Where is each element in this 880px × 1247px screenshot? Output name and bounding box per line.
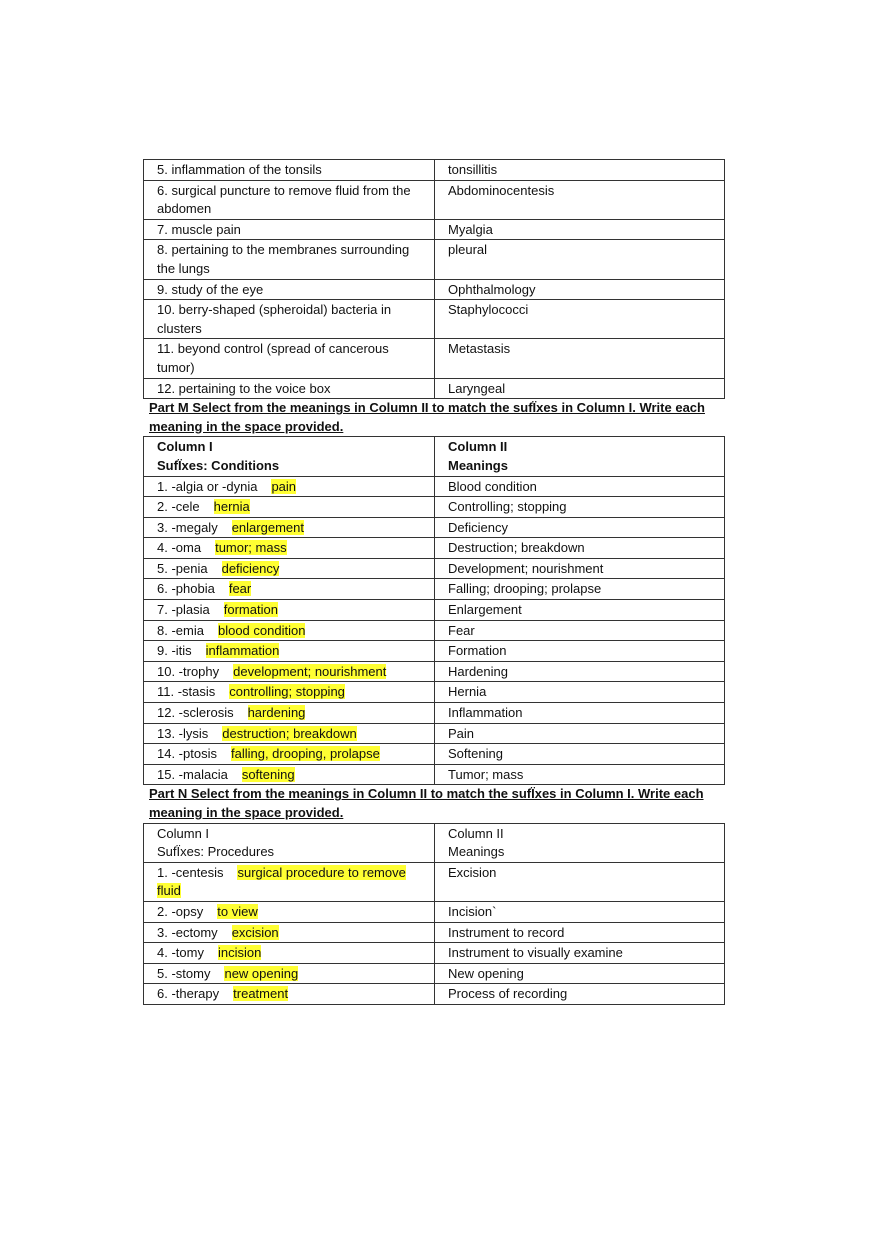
suffix-label: 3. -megaly: [157, 519, 218, 535]
suffix-label: 2. -opsy: [157, 903, 204, 919]
suffix-cell: [144, 600, 435, 621]
meaning-cell: Destruction; breakdown: [435, 538, 725, 559]
answer-highlight: tumor; mass: [215, 540, 287, 556]
meaning-cell: Fear: [435, 620, 725, 641]
term-cell: 8. pertaining to the membranes surrounding the lungs: [144, 240, 435, 279]
meaning-cell: Development; nourishment: [435, 558, 725, 579]
suffix-cell: [144, 862, 435, 901]
part-n-table: [143, 823, 725, 1005]
answer-highlight: falling, drooping, prolapse: [230, 746, 380, 762]
meaning-cell: Instrument to visually examine: [435, 943, 725, 964]
term-cell: 11. beyond control (spread of cancerous tumor): [144, 339, 435, 378]
table-row: [144, 339, 725, 378]
table-row: [144, 160, 725, 181]
answer-highlight: enlargement: [231, 519, 304, 535]
suffix-cell: [144, 517, 435, 538]
suffix-label: 5. -penia: [157, 560, 208, 576]
table-row: [144, 600, 725, 621]
answer-highlight: hardening: [247, 705, 306, 721]
suffix-cell: [144, 497, 435, 518]
answer-cell: Ophthalmology: [435, 279, 725, 300]
part-n-col1-header: [144, 823, 435, 862]
suffix-label: 7. -plasia: [157, 602, 210, 618]
table-row: [144, 219, 725, 240]
suffix-cell: [144, 922, 435, 943]
meaning-cell: Instrument to record: [435, 922, 725, 943]
answer-highlight: new opening: [224, 965, 299, 981]
suffix-cell: [144, 943, 435, 964]
answer-cell: Staphylococci: [435, 300, 725, 339]
table-row: [144, 538, 725, 559]
meaning-cell: Incision`: [435, 901, 725, 922]
suffix-label: 5. -stomy: [157, 965, 211, 981]
meaning-cell: Falling; drooping; prolapse: [435, 579, 725, 600]
part-n-col2-title: Column II: [448, 825, 504, 841]
answer-highlight: development; nourishment: [233, 663, 387, 679]
suffix-cell: [144, 476, 435, 497]
part-m-col1-header: [144, 437, 435, 476]
part-n-col1-subtitle: SufÏxes: Procedures: [157, 844, 275, 860]
meaning-cell: Enlargement: [435, 600, 725, 621]
answer-highlight: inflammation: [205, 643, 280, 659]
part-m-col2-header: [435, 437, 725, 476]
table-row: [144, 682, 725, 703]
answer-highlight: excision: [231, 924, 279, 940]
document-page: [143, 159, 725, 1005]
suffix-label: 3. -ectomy: [157, 924, 218, 940]
part-n-col1-title: Column I: [157, 825, 210, 841]
suffix-cell: [144, 963, 435, 984]
suffix-label: 9. -itis: [157, 643, 192, 659]
answer-cell: tonsillitis: [435, 160, 725, 181]
table-row: [144, 862, 725, 901]
meaning-cell: Controlling; stopping: [435, 497, 725, 518]
table-row: [144, 300, 725, 339]
table-row: [144, 901, 725, 922]
answer-highlight: surgical procedure to remove fluid: [157, 864, 406, 899]
table-row: [144, 963, 725, 984]
suffix-label: 4. -oma: [157, 540, 202, 556]
answer-highlight: fear: [228, 581, 252, 597]
table-row: [144, 620, 725, 641]
meaning-cell: New opening: [435, 963, 725, 984]
table-row: [144, 497, 725, 518]
suffix-label: 10. -trophy: [157, 663, 220, 679]
table-row: [144, 764, 725, 785]
term-cell: 9. study of the eye: [144, 279, 435, 300]
suffix-cell: [144, 538, 435, 559]
table-row: [144, 378, 725, 399]
part-l-table: [143, 159, 725, 399]
part-n-col2-subtitle: Meanings: [448, 844, 505, 860]
table-row: [144, 180, 725, 219]
table-row: [144, 723, 725, 744]
answer-highlight: blood condition: [217, 622, 306, 638]
meaning-cell: Deficiency: [435, 517, 725, 538]
answer-highlight: softening: [241, 766, 295, 782]
suffix-label: 12. -sclerosis: [157, 705, 234, 721]
suffix-label: 8. -emia: [157, 622, 204, 638]
suffix-cell: [144, 901, 435, 922]
table-row: [144, 517, 725, 538]
table-row: [144, 943, 725, 964]
term-cell: 7. muscle pain: [144, 219, 435, 240]
term-cell: 10. berry-shaped (spheroidal) bacteria in clusters: [144, 300, 435, 339]
answer-cell: Abdominocentesis: [435, 180, 725, 219]
table-row: [144, 984, 725, 1005]
suffix-cell: [144, 661, 435, 682]
answer-cell: Laryngeal: [435, 378, 725, 399]
suffix-cell: [144, 682, 435, 703]
suffix-label: 1. -algia or -dynia: [157, 478, 258, 494]
part-n-col2-header: [435, 823, 725, 862]
suffix-cell: [144, 744, 435, 765]
suffix-label: 11. -stasis: [157, 684, 216, 700]
suffix-cell: [144, 620, 435, 641]
part-m-header-row: [144, 437, 725, 476]
term-cell: 12. pertaining to the voice box: [144, 378, 435, 399]
suffix-label: 6. -phobia: [157, 581, 215, 597]
table-row: [144, 922, 725, 943]
part-m-col2-subtitle: Meanings: [448, 457, 508, 473]
meaning-cell: Formation: [435, 641, 725, 662]
meaning-cell: Excision: [435, 862, 725, 901]
meaning-cell: Hernia: [435, 682, 725, 703]
part-m-col2-title: Column II: [448, 439, 508, 455]
suffix-label: 1. -centesis: [157, 864, 224, 880]
answer-highlight: pain: [271, 478, 297, 494]
answer-highlight: to view: [217, 903, 258, 919]
suffix-label: 6. -therapy: [157, 986, 220, 1002]
answer-cell: Metastasis: [435, 339, 725, 378]
suffix-label: 14. -ptosis: [157, 746, 217, 762]
table-row: [144, 703, 725, 724]
suffix-cell: [144, 558, 435, 579]
meaning-cell: Pain: [435, 723, 725, 744]
table-row: [144, 661, 725, 682]
meaning-cell: Process of recording: [435, 984, 725, 1005]
suffix-cell: [144, 984, 435, 1005]
answer-highlight: treatment: [233, 986, 289, 1002]
answer-highlight: formation: [223, 602, 278, 618]
answer-cell: Myalgia: [435, 219, 725, 240]
part-n-header-row: [144, 823, 725, 862]
term-cell: 5. inflammation of the tonsils: [144, 160, 435, 181]
part-m-col1-title: Column I: [157, 439, 213, 455]
suffix-cell: [144, 703, 435, 724]
meaning-cell: Blood condition: [435, 476, 725, 497]
table-row: [144, 476, 725, 497]
part-n-title: Part N Select from the meanings in Column II to match the sufÏxes in Column I. Write each meaning in the space provided.: [149, 786, 704, 820]
part-m-col1-subtitle: SufÏxes: Conditions: [157, 457, 280, 473]
table-row: [144, 579, 725, 600]
term-cell: 6. surgical puncture to remove fluid from the abdomen: [144, 180, 435, 219]
suffix-cell: [144, 723, 435, 744]
suffix-label: 4. -tomy: [157, 945, 204, 961]
table-row: [144, 744, 725, 765]
table-row: [144, 279, 725, 300]
suffix-cell: [144, 641, 435, 662]
meaning-cell: Inflammation: [435, 703, 725, 724]
suffix-label: 2. -cele: [157, 499, 200, 515]
answer-highlight: destruction; breakdown: [222, 725, 357, 741]
suffix-cell: [144, 579, 435, 600]
answer-highlight: hernia: [213, 499, 250, 515]
part-m-table: [143, 436, 725, 785]
table-row: [144, 641, 725, 662]
suffix-label: 13. -lysis: [157, 725, 209, 741]
suffix-cell: [144, 764, 435, 785]
table-row: [144, 240, 725, 279]
answer-highlight: deficiency: [221, 560, 280, 576]
answer-highlight: incision: [217, 945, 262, 961]
meaning-cell: Tumor; mass: [435, 764, 725, 785]
suffix-label: 15. -malacia: [157, 766, 228, 782]
meaning-cell: Hardening: [435, 661, 725, 682]
part-m-title: Part M Select from the meanings in Column II to match the sufÏxes in Column I. Write each meaning in the space provided.: [149, 400, 705, 434]
meaning-cell: Softening: [435, 744, 725, 765]
table-row: [144, 558, 725, 579]
answer-cell: pleural: [435, 240, 725, 279]
answer-highlight: controlling; stopping: [229, 684, 345, 700]
